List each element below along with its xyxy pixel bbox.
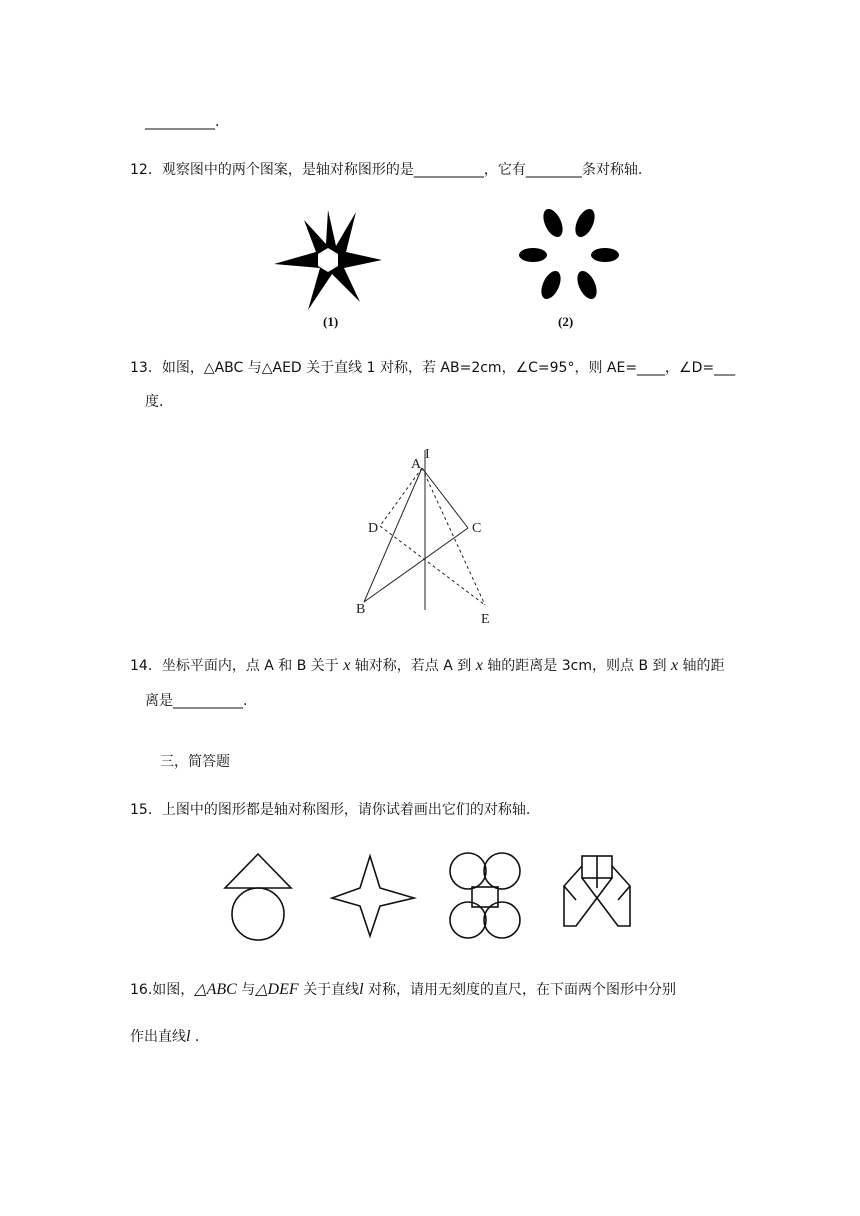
label-a: A bbox=[411, 457, 422, 472]
q16-part-a: 16.如图， bbox=[130, 982, 195, 998]
q16-text-line1 bbox=[130, 980, 676, 1000]
q16-part-f: . bbox=[190, 1029, 200, 1045]
figure-caption-1: (1) bbox=[323, 314, 339, 329]
q13-text-line2: 度. bbox=[145, 394, 164, 410]
circles-square-shape bbox=[450, 853, 520, 938]
figure-triangles bbox=[350, 440, 510, 630]
flower-petals bbox=[519, 206, 619, 302]
q16-part-b: 与 bbox=[236, 982, 256, 998]
q16-text-line2 bbox=[130, 1027, 199, 1047]
label-c: C bbox=[472, 521, 482, 536]
section-heading: 三，简答题 bbox=[160, 754, 230, 770]
q14-x-1: x bbox=[343, 657, 351, 674]
q14-part-c: 轴的距离是 3cm，则点 B 到 bbox=[482, 658, 671, 674]
q16-triangle-def: △DEF bbox=[255, 981, 299, 998]
figure-flower bbox=[515, 205, 625, 305]
q16-part-d: 对称，请用无刻度的直尺，在下面两个图形中分别 bbox=[363, 982, 677, 998]
q14-text-line1 bbox=[130, 656, 725, 676]
triangle-shape bbox=[225, 854, 291, 888]
figure-four-point-star bbox=[330, 852, 420, 942]
figure-arrow-shape bbox=[558, 852, 648, 932]
q13-text-line1: 13．如图，△ABC 与△AED 关于直线 1 对称，若 AB=2cm，∠C=95°，则 AE=____，∠D=___ bbox=[130, 360, 736, 376]
triangle-aed bbox=[380, 468, 485, 605]
q16-line-l-1: l bbox=[359, 981, 364, 998]
q11-answer-blank: __________. bbox=[145, 114, 220, 130]
q14-text-line2: 离是__________. bbox=[145, 693, 248, 709]
q14-part-b: 轴对称，若点 A 到 bbox=[350, 658, 476, 674]
figure-triangle-circle bbox=[222, 850, 297, 945]
figure-circles-square bbox=[447, 850, 527, 945]
figure-caption-2: (2) bbox=[558, 314, 574, 329]
label-b: B bbox=[356, 602, 366, 617]
q15-text: 15．上图中的图形都是轴对称图形，请你试着画出它们的对称轴. bbox=[130, 802, 531, 818]
arrow-shape bbox=[564, 856, 630, 926]
label-d: D bbox=[368, 521, 379, 536]
label-e: E bbox=[481, 612, 490, 627]
q14-x-2: x bbox=[475, 657, 483, 674]
four-point-star-shape bbox=[332, 856, 414, 936]
circle-shape bbox=[232, 888, 284, 940]
q14-part-d: 轴的距 bbox=[678, 658, 725, 674]
q16-line-l-2: l bbox=[186, 1028, 191, 1045]
figure-star bbox=[270, 208, 390, 313]
q16-part-e: 作出直线 bbox=[130, 1029, 186, 1045]
q14-part-a: 14．坐标平面内，点 A 和 B 关于 bbox=[130, 658, 344, 674]
label-i: I bbox=[425, 447, 430, 462]
q14-x-3: x bbox=[670, 657, 679, 674]
q16-triangle-abc: △ABC bbox=[194, 981, 237, 998]
q16-part-c: 关于直线 bbox=[298, 982, 360, 998]
q12-text: 12．观察图中的两个图案，是轴对称图形的是__________，它有________条对称轴. bbox=[130, 162, 643, 178]
